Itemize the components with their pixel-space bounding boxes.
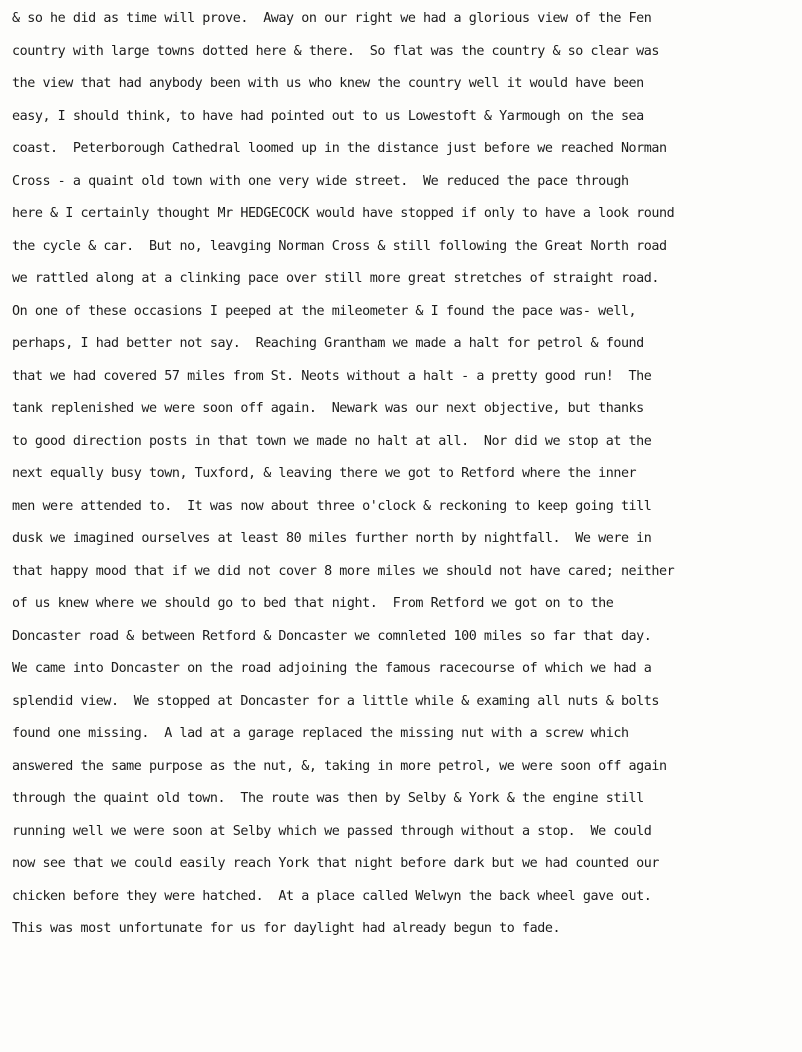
text-line-18: that happy mood that if we did not cover 8 more miles we should not have cared; neither [12,563,675,579]
text-line-29: This was most unfortunate for us for daylight had already begun to fade. [12,921,561,936]
text-line-12: that we had covered 57 miles from St. Neots without a halt - a pretty good run! The [12,368,652,384]
text-line-22: splendid view. We stopped at Doncaster for a little while & examing all nuts & bolts [12,693,660,709]
text-line-1: & so he did as time will prove. Away on our right we had a glorious view of the Fen [12,11,652,26]
text-line-2: country with large towns dotted here & there. So flat was the country & so clear was [12,43,660,59]
text-line-23: found one missing. A lad at a garage replaced the missing nut with a screw which [12,726,629,741]
text-line-17: dusk we imagined ourselves at least 80 miles further north by nightfall. We were in [12,531,652,546]
text-line-26: running well we were soon at Selby which we passed through without a stop. We could [12,823,652,839]
text-line-6: Cross - a quaint old town with one very wide street. We reduced the pace through [12,173,629,189]
text-line-3: the view that had anybody been with us who knew the country well it would have been [12,76,644,91]
text-line-13: tank replenished we were soon off again. Newark was our next objective, but thanks [12,401,644,416]
text-line-14: to good direction posts in that town we made no halt at all. Nor did we stop at the [12,433,652,449]
text-line-16: men were attended to. It was now about three o'clock & reckoning to keep going till [12,498,652,514]
text-line-15: next equally busy town, Tuxford, & leaving there we got to Retford where the inner [12,466,637,481]
text-line-28: chicken before they were hatched. At a place called Welwyn the back wheel gave out. [12,888,652,904]
text-line-11: perhaps, I had better not say. Reaching Grantham we made a halt for petrol & found [12,336,644,351]
text-line-24: answered the same purpose as the nut, &, taking in more petrol, we were soon off again [12,758,667,774]
text-line-4: easy, I should think, to have had pointed out to us Lowestoft & Yarmough on the sea [12,108,644,124]
text-line-25: through the quaint old town. The route was then by Selby & York & the engine still [12,791,644,806]
text-line-21: We came into Doncaster on the road adjoining the famous racecourse of which we had a [12,661,652,676]
text-line-19: of us knew where we should go to bed that night. From Retford we got on to the [12,596,614,611]
text-line-27: now see that we could easily reach York that night before dark but we had counted our [12,856,660,871]
text-line-8: the cycle & car. But no, leavging Norman Cross & still following the Great North road [12,238,667,254]
text-line-10: On one of these occasions I peeped at the mileometer & I found the pace was- well, [12,303,637,319]
text-line-5: coast. Peterborough Cathedral loomed up in the distance just before we reached Norman [12,141,667,156]
typed-text-body [12,3,802,946]
text-line-7: here & I certainly thought Mr HEDGECOCK would have stopped if only to have a look round [12,206,675,221]
text-line-9: we rattled along at a clinking pace over still more great stretches of straight road. [12,271,660,286]
text-line-20: Doncaster road & between Retford & Doncaster we comnleted 100 miles so far that day. [12,628,652,644]
